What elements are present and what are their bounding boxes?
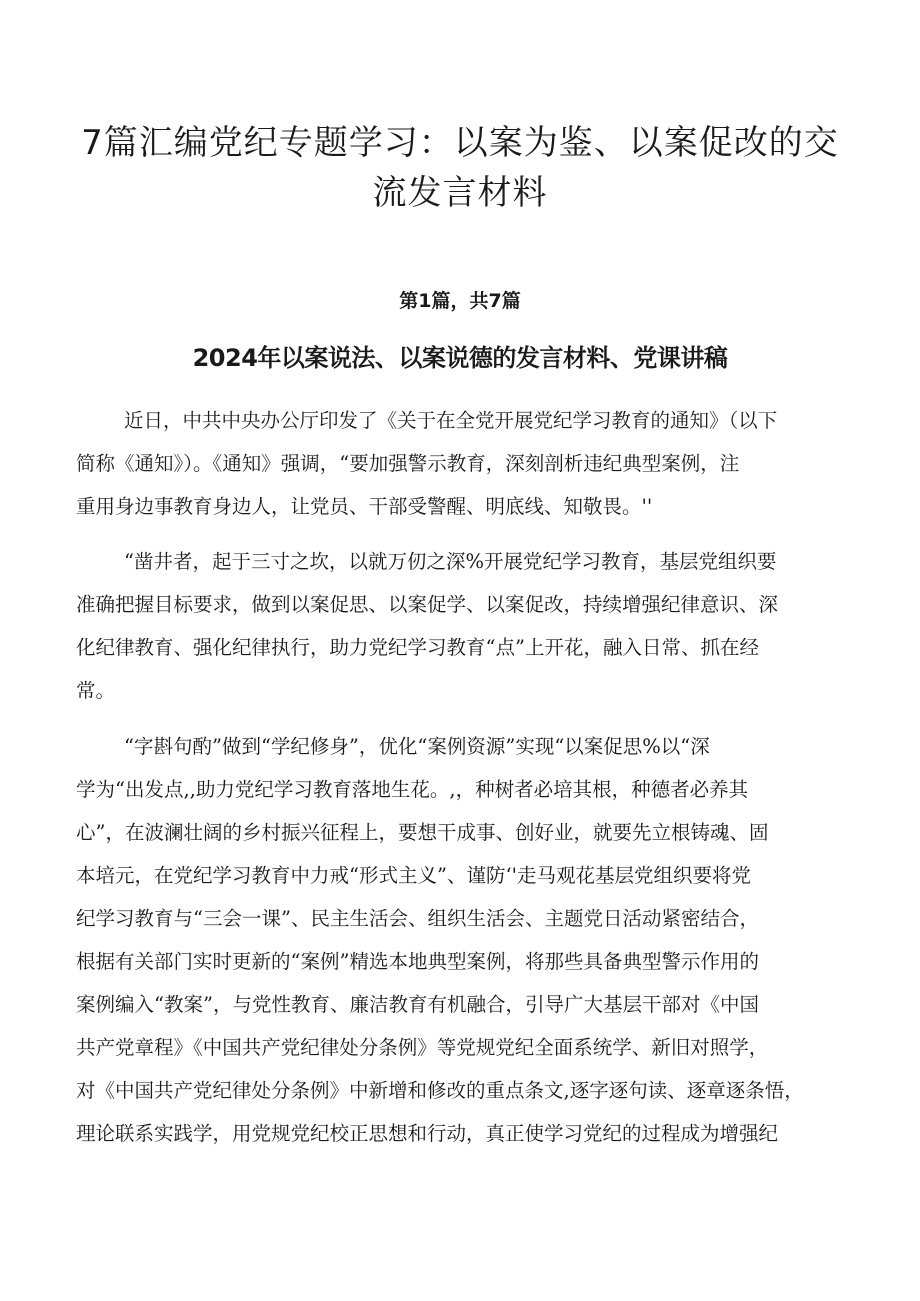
text-line: 案例编入“教案”，与党性教育、廉洁教育有机融合，引导广大基层干部对《中国 bbox=[76, 993, 759, 1016]
text-line: 对《中国共产党纪律处分条例》中新增和修改的重点条文,逐字逐句读、逐章逐条悟， bbox=[76, 1079, 804, 1102]
text-line: “凿井者，起于三寸之坎，以就万仞之深%开展党纪学习教育，基层党组织要 bbox=[124, 550, 777, 573]
text-line: 本培元，在党纪学习教育中力戒“形式主义”、谨防‘'走马观花基层党组织要将党 bbox=[76, 864, 751, 887]
section-title: 2024年以案说法、以案说德的发言材料、党课讲稿 bbox=[192, 344, 728, 372]
paragraph bbox=[76, 399, 856, 528]
text-line: “字斟句酌”做到“学纪修身”，优化“案例资源”实现“以案促思%以“深 bbox=[124, 735, 710, 758]
paragraph bbox=[76, 725, 856, 1155]
text-line: 常。 bbox=[76, 679, 116, 702]
text-line: 学为“出发点,,助力党纪学习教育落地生花。,，种树者必培其根，种德者必养其 bbox=[76, 778, 749, 801]
part-label: 第1篇，共7篇 bbox=[399, 290, 521, 312]
text-line: 根据有关部门实时更新的“案例”精选本地典型案例，将那些具备典型警示作用的 bbox=[76, 950, 759, 973]
text-line: 心”，在波澜壮阔的乡村振兴征程上，要想干成事、创好业，就要先立根铸魂、固 bbox=[76, 821, 769, 844]
title-line: 7篇汇编党纪专题学习：以案为鉴、以案促改的交 bbox=[81, 123, 839, 163]
text-line: 纪学习教育与“三会一课”、民主生活会、组织生活会、主题党日活动紧密结合， bbox=[76, 907, 759, 930]
document-title bbox=[60, 118, 860, 218]
text-line: 化纪律教育、强化纪律执行，助力党纪学习教育“点”上开花，融入日常、抓在经 bbox=[76, 636, 759, 659]
paragraph bbox=[76, 540, 856, 712]
text-line: 重用身边事教育身边人，让党员、干部受警醒、明底线、知敬畏。'' bbox=[76, 495, 653, 518]
text-line: 准确把握目标要求，做到以案促思、以案促学、以案促改，持续增强纪律意识、深 bbox=[76, 593, 779, 616]
text-line: 简称《通知》）。《通知》强调，“要加强警示教育，深刻剖析违纪典型案例，注 bbox=[76, 452, 740, 475]
title-line: 流发言材料 bbox=[372, 173, 548, 213]
text-line: 理论联系实践学，用党规党纪校正思想和行动，真正使学习党纪的过程成为增强纪 bbox=[76, 1122, 779, 1145]
text-line: 近日，中共中央办公厅印发了《关于在全党开展党纪学习教育的通知》（以下 bbox=[124, 409, 778, 432]
text-line: 共产党章程》《中国共产党纪律处分条例》等党规党纪全面系统学、新旧对照学， bbox=[76, 1036, 769, 1059]
